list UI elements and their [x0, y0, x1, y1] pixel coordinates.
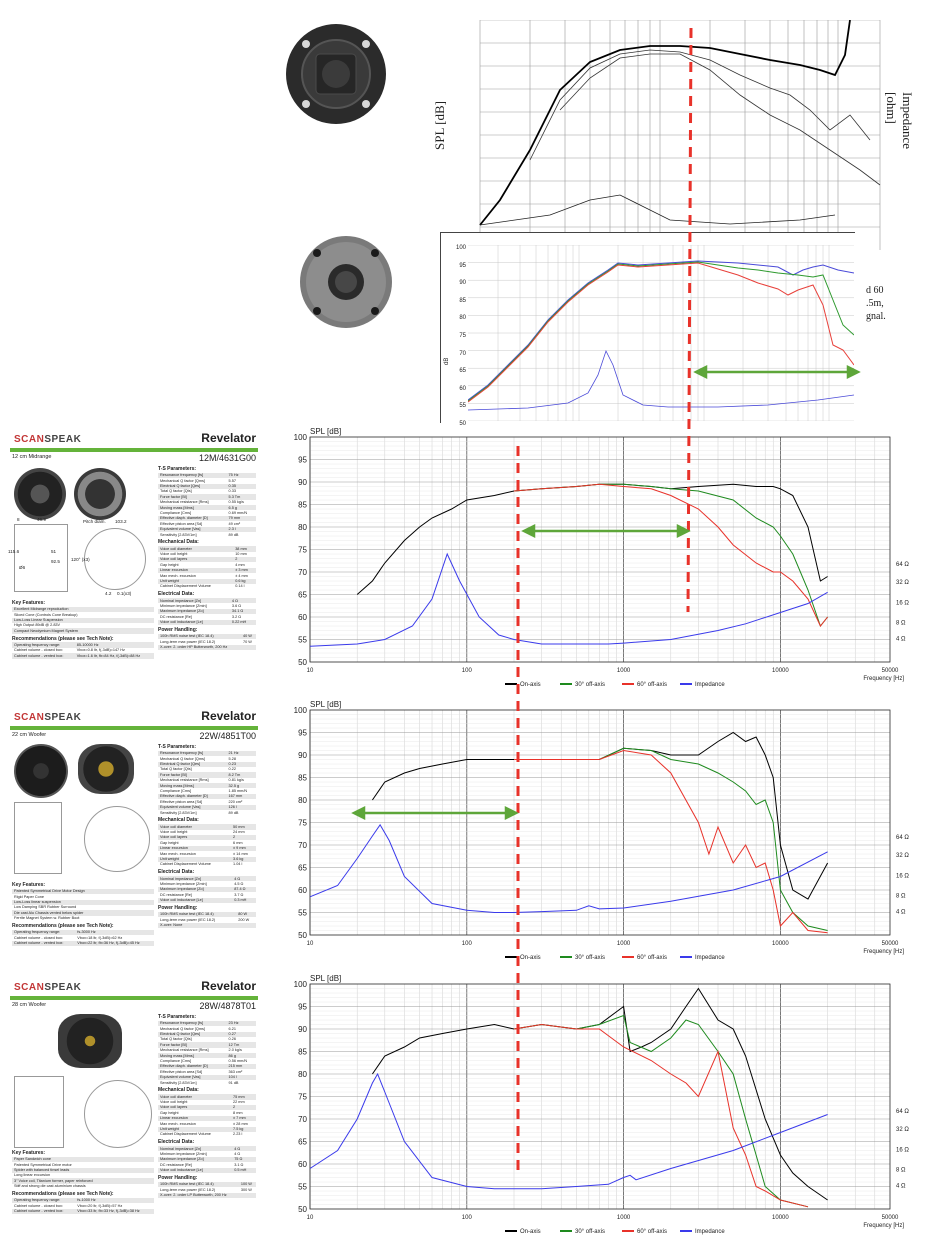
y2-tick-label: 32 Ω [896, 1127, 909, 1133]
range-arrow-1 [696, 367, 858, 377]
x-axis-label: Frequency [Hz] [863, 676, 904, 682]
elec-table: Nominal impedance [Zn] 4 Ω Minimum impedance [Zmin] 4 Ω Maximum impedance [Zo] 75 Ω DC resistance [Re] 3.1 Ω Voice coil inductance [Le] 0.5 mH [158, 1146, 256, 1173]
legend-label: 30° off-axis [575, 955, 605, 961]
x-tick-label: 100 [461, 1215, 472, 1221]
scanspeak-logo: SCANSPEAK [14, 712, 82, 723]
y-tick-label: 90 [298, 751, 307, 760]
y-tick-label: 50 [298, 658, 307, 667]
legend-label: 60° off-axis [637, 682, 667, 688]
features-table: Excellent Midrange reproduction Sliced Cone (Controls Cone Breakup) Low-Loss Linear Suspension High Output 89dB @ 2.83V Compact Neodymium Magnet System [12, 607, 154, 634]
y-tick-label: 85 [298, 1047, 307, 1057]
y-tick-label: 55 [298, 635, 307, 645]
y-tick-label: 95 [298, 455, 307, 465]
ts-table: Resonance frequency [fs] 21 Hz Mechanical Q factor [Qms] 5.28 Electrical Q factor [Qes] 0.23 Total Q factor [Qts] 0.22 Force factor [Bl] 8.2 Tm Mechanical resistance [Rms] 0.81 kg/s Moving mass [Mms] 32.5 g Compliance [Cms] 1.85 mm/N Effective diaph. diameter [D] 167 mm Effective piston area [Sd] 220 cm² Equivalent volume [Vas] 126 l Sensitivity [2.83V/1m] 89 dB [158, 751, 256, 816]
right-column: T-S Parameters: Resonance frequency [fs] 21 Hz Mechanical Q factor [Qms] 5.28 Electrical Q factor [Qes] 0.23 Total Q factor [Qts] 0.22 Force factor [Bl] 8.2 Tm Mechanical resistance [Rms] 0.81 kg/s Moving mass [Mms] 32.5 g Compliance [Cms] 1.85 mm/N Effective diaph. diameter [D] 167 mm Effective piston area [Sd] 220 cm² Equivalent volume [Vas] 126 l Sensitivity [2.83V/1m] 89 dB Mechanical Data: Voice coil diameter 50 mm Voice coil height 24 mm Voice coil layers 2 Gap height 6 mm Linear excursion ± 9 mm Max mech. excursion ± 14 mm Unit weight 3.6 kg Cabinet Displacement Volume 1.04 l Electrical Data: Nominal impedance [Zn] 4 Ω Minimum impedance [Zmin] 4.5 Ω Maximum impedance [Zo] 87.4 Ω DC resistance [Re] 3.7 Ω Voice coil inductance [Le] 0.3 mH Power Handling: 100h RMS noise test (IEC 18.4) 80 W Long-term max power (IEC 18.2) 200 W X-over: None [158, 742, 256, 928]
ts-table: Resonance frequency [fs] 75 Hz Mechanical Q factor [Qms] 5.57 Electrical Q factor [Qes] 0.35 Total Q factor [Qts] 0.33 Force factor [Bl] 5.3 Tm Mechanical resistance [Rms] 0.55 kg/s Moving mass [Mms] 6.5 g Compliance [Cms] 0.69 mm/N Effective diaph. diameter [D] 79 mm Effective piston area [Sd] 49 cm² Equivalent volume [Vas] 2.3 l Sensitivity [2.83V/1m] 89 dB [158, 473, 256, 538]
y-tick-label: 100 [293, 433, 307, 442]
y-tick-label: 90 [298, 478, 307, 487]
y2-tick-label: 16 Ω [896, 1147, 909, 1154]
features-table: Paper Sandwich cone Patented Symmetrical Drive motor Spider with balanced tinsel leads Long linear excursion 3" Voice coil, Titanium former, paper reinforced Stiff and strong die cast aluminium chassis [12, 1157, 154, 1189]
y-tick-label: 65 [298, 1137, 307, 1147]
recommendations-table: Operating frequency range: fs-3000 Hz Cabinet volume - closed box: Vbox=18 ltr, f(-3dB)=62 Hz Cabinet volume - vented box: Vbox=22 ltr, fb=36 Hz, f(-3dB)=45 Hz [12, 930, 154, 946]
series-name: Revelator [201, 709, 256, 723]
power-table: 100h RMS noise test (IEC 18.4) 100 W Long-term max power (IEC 18.2) 300 W X-over: 2. order LP Butterworth, 200 Hz [158, 1182, 256, 1198]
legend-label: On-axis [520, 1229, 541, 1235]
driver-desc: 28 cm Woofer [12, 1002, 47, 1008]
elec-table: Nominal impedance [Zn] 4 Ω Minimum impedance [Zmin] 4.5 Ω Maximum impedance [Zo] 87.4 Ω DC resistance [Re] 3.7 Ω Voice coil inductance [Le] 0.3 mH [158, 876, 256, 903]
y-tick-label: 65 [298, 863, 307, 873]
x-tick-label: 10000 [772, 941, 789, 947]
x-tick-label: 50000 [881, 1215, 899, 1221]
y-tick-label: 55 [298, 908, 307, 918]
x-axis-label: Frequency [Hz] [863, 1223, 904, 1229]
x-tick-label: 10 [306, 1215, 314, 1221]
y-tick-label: 95 [298, 728, 307, 738]
driver-drawing-front: Pitch diam. 103.2 120° (x3) 4.2 0.1(x3) [84, 528, 146, 590]
top-y2label: Impedance [ohm] [884, 92, 915, 150]
ts-table: Resonance frequency [fs] 23 Hz Mechanical Q factor [Qms] 6.21 Electrical Q factor [Qes] 0.27 Total Q factor [Qts] 0.26 Force factor [Bl] 12 Tm Mechanical resistance [Rms] 2.0 kg/s Moving mass [Mms] 86 g Compliance [Cms] 0.56 mm/N Effective diaph. diameter [D] 215 mm Effective piston area [Sd] 363 cm² Equivalent volume [Vas] 104 l Sensitivity [2.83V/1m] 91 dB [158, 1021, 256, 1086]
crossover-line-upper [688, 28, 691, 612]
left-column: Key Features: Paper Sandwich cone Patented Symmetrical Drive motor Spider with balanced tinsel leads Long linear excursion 3" Voice coil, Titanium former, paper reinforced Stiff and strong die cast aluminium chassis Recommendations (please see Tech Note): Operating frequency range: fs-1000 Hz Cabinet volume - closed box: Vbox=20 ltr, f(-3dB)=57 Hz Cabinet volume - vented box: Vbox=33 ltr, fb=33 Hz, f(-3dB)=38 Hz [12, 1148, 154, 1214]
y-tick-label: 100 [293, 706, 307, 715]
x-tick-label: 10 [306, 668, 314, 674]
x-tick-label: 1000 [616, 941, 631, 947]
power-table: 100h RMS noise test (IEC 18.4) 40 W Long-term max power (IEC 18.2) 70 W X-over: 2. order HP Butterworth, 200 Hz [158, 634, 256, 650]
driver-drawing-side: 8 46.9 115.6 Ø6 51 92.5 [14, 524, 68, 592]
y2-tick-label: 64 Ω [896, 562, 909, 568]
legend-label: Impedance [695, 1229, 725, 1235]
y2-tick-label: 32 Ω [896, 853, 909, 859]
y-tick-label: 85 [298, 500, 307, 510]
x-tick-label: 10 [306, 941, 314, 947]
mech-table: Voice coil diameter 50 mm Voice coil height 24 mm Voice coil layers 2 Gap height 6 mm Linear excursion ± 9 mm Max mech. excursion ± 14 mm Unit weight 3.6 kg Cabinet Displacement Volume 1.04 l [158, 824, 256, 867]
model-number: 22W/4851T00 [199, 731, 256, 741]
recommendations-table: Operating frequency range: 85-10000 Hz Cabinet volume - closed box: Vbox=0.8 ltr, f(-3dB)=147 Hz Cabinet volume - vented box: Vbox=1.6 ltr, fb=84 Hz, f(-3dB)=88 Hz [12, 642, 154, 658]
left-column: Key Features: Patented Symmetrical Drive Motor Design Rigid Paper Cone Low-Loss linear suspension Low Damping SBR Rubber Surround Die cast Alu Chassis vented below spider Ferrite Magnet System w. Rubber Boot Recommendations (please see Tech Note): Operating frequency range: fs-3000 Hz Cabinet volume - closed box: Vbox=18 ltr, f(-3dB)=62 Hz Cabinet volume - vented box: Vbox=22 ltr, fb=36 Hz, f(-3dB)=45 Hz [12, 880, 154, 946]
legend-label: 30° off-axis [575, 682, 605, 688]
second-overlay-ylabel: dB [444, 357, 450, 365]
y-tick-label: 75 [298, 1092, 307, 1102]
scanspeak-logo: SCANSPEAK [14, 982, 82, 993]
y-tick-label: 70 [298, 841, 307, 850]
model-number: 28W/4878T01 [199, 1001, 256, 1011]
legend-label: On-axis [520, 955, 541, 961]
x-tick-label: 1000 [616, 668, 631, 674]
right-column: T-S Parameters: Resonance frequency [fs] 23 Hz Mechanical Q factor [Qms] 6.21 Electrical Q factor [Qes] 0.27 Total Q factor [Qts] 0.26 Force factor [Bl] 12 Tm Mechanical resistance [Rms] 2.0 kg/s Moving mass [Mms] 86 g Compliance [Cms] 0.56 mm/N Effective diaph. diameter [D] 215 mm Effective piston area [Sd] 363 cm² Equivalent volume [Vas] 104 l Sensitivity [2.83V/1m] 91 dB Mechanical Data: Voice coil diameter 75 mm Voice coil height 22 mm Voice coil layers 2 Gap height 8 mm Linear excursion ± 7 mm Max mech. excursion ± 28 mm Unit weight 7.5 kg Cabinet Displacement Volume 2.23 l Electrical Data: Nominal impedance [Zn] 4 Ω Minimum impedance [Zmin] 4 Ω Maximum impedance [Zo] 75 Ω DC resistance [Re] 3.1 Ω Voice coil inductance [Le] 0.5 mH Power Handling: 100h RMS noise test (IEC 18.4) 100 W Long-term max power (IEC 18.2) 300 W X-over: 2. order LP Butterworth, 200 Hz [158, 1012, 256, 1198]
driver-desc: 12 cm Midrange [12, 454, 52, 460]
driver-desc: 22 cm Woofer [12, 732, 47, 738]
range-arrow-2 [524, 526, 688, 536]
y-tick-label: 65 [298, 590, 307, 600]
y2-tick-label: 64 Ω [896, 1109, 909, 1115]
legend-label: 30° off-axis [575, 1229, 605, 1235]
x-tick-label: 10000 [772, 1215, 789, 1221]
scanspeak-logo: SCANSPEAK [14, 434, 82, 445]
y-tick-label: 75 [298, 545, 307, 555]
second-overlay-side-text: d 60 .5m, gnal. [866, 285, 886, 322]
x-tick-label: 100 [461, 941, 472, 947]
y2-tick-label: 4 Ω [896, 909, 906, 916]
recommendations-table: Operating frequency range: fs-1000 Hz Cabinet volume - closed box: Vbox=20 ltr, f(-3dB)=57 Hz Cabinet volume - vented box: Vbox=33 ltr, fb=33 Hz, f(-3dB)=38 Hz [12, 1198, 154, 1214]
y-tick-label: 80 [298, 1070, 307, 1079]
y2-tick-label: 32 Ω [896, 580, 909, 586]
left-column: Key Features: Excellent Midrange reproduction Sliced Cone (Controls Cone Breakup) Low-Loss Linear Suspension High Output 89dB @ 2.83V Compact Neodymium Magnet System Recommendations (please see Tech Note): Operating frequency range: 85-10000 Hz Cabinet volume - closed box: Vbox=0.8 ltr, f(-3dB)=147 Hz Cabinet volume - vented box: Vbox=1.6 ltr, fb=84 Hz, f(-3dB)=88 Hz [12, 598, 154, 659]
y-tick-label: 80 [298, 796, 307, 805]
y-tick-label: 80 [298, 523, 307, 532]
x-tick-label: 100 [461, 668, 472, 674]
y-tick-label: 60 [298, 1160, 307, 1169]
y2-tick-label: 4 Ω [896, 1183, 906, 1190]
y-tick-label: 70 [298, 1115, 307, 1124]
y-tick-label: 60 [298, 886, 307, 895]
series-name: Revelator [201, 431, 256, 445]
chart-title: SPL [dB] [310, 427, 342, 436]
chart-title: SPL [dB] [310, 700, 342, 709]
right-column: T-S Parameters: Resonance frequency [fs] 75 Hz Mechanical Q factor [Qms] 5.57 Electrical Q factor [Qes] 0.35 Total Q factor [Qts] 0.33 Force factor [Bl] 5.3 Tm Mechanical resistance [Rms] 0.55 kg/s Moving mass [Mms] 6.5 g Compliance [Cms] 0.69 mm/N Effective diaph. diameter [D] 79 mm Effective piston area [Sd] 49 cm² Equivalent volume [Vas] 2.3 l Sensitivity [2.83V/1m] 89 dB Mechanical Data: Voice coil diameter 38 mm Voice coil height 10 mm Voice coil layers 2 Gap height 4 mm Linear excursion ± 3 mm Max mech. excursion ± 4 mm Unit weight 0.6 kg Cabinet Displacement Volume 0.14 l Electrical Data: Nominal impedance [Zn] 4 Ω Minimum impedance [Zmin] 3.6 Ω Maximum impedance [Zo] 34.1 Ω DC resistance [Re] 3.2 Ω Voice coil inductance [Le] 0.22 mH Power Handling: 100h RMS noise test (IEC 18.4) 40 W Long-term max power (IEC 18.2) 70 W X-over: 2. order HP Butterworth, 200 Hz [158, 464, 256, 650]
mech-table: Voice coil diameter 75 mm Voice coil height 22 mm Voice coil layers 2 Gap height 8 mm Linear excursion ± 7 mm Max mech. excursion ± 28 mm Unit weight 7.5 kg Cabinet Displacement Volume 2.23 l [158, 1094, 256, 1137]
series-name: Revelator [201, 979, 256, 993]
y2-tick-label: 8 Ω [896, 1167, 906, 1174]
legend-label: Impedance [695, 682, 725, 688]
y2-tick-label: 4 Ω [896, 636, 906, 643]
model-number: 12M/4631G00 [198, 453, 256, 463]
y-tick-label: 50 [298, 931, 307, 940]
legend-label: 60° off-axis [637, 1229, 667, 1235]
y-tick-label: 85 [298, 773, 307, 783]
y-tick-label: 100 [293, 980, 307, 989]
y-tick-label: 60 [298, 613, 307, 622]
y2-tick-label: 16 Ω [896, 873, 909, 880]
y2-tick-label: 16 Ω [896, 600, 909, 607]
chart-title: SPL [dB] [310, 974, 342, 983]
y2-tick-label: 64 Ω [896, 835, 909, 841]
second-overlay-yticks: 100 95 90 85 80 75 70 65 60 55 50 [455, 245, 466, 427]
elec-table: Nominal impedance [Zn] 4 Ω Minimum impedance [Zmin] 3.6 Ω Maximum impedance [Zo] 34.1 Ω DC resistance [Re] 3.2 Ω Voice coil inductance [Le] 0.22 mH [158, 598, 256, 625]
features-table: Patented Symmetrical Drive Motor Design Rigid Paper Cone Low-Loss linear suspension Low Damping SBR Rubber Surround Die cast Alu Chassis vented below spider Ferrite Magnet System w. Rubber Boot [12, 889, 154, 921]
y-tick-label: 90 [298, 1025, 307, 1034]
y-tick-label: 55 [298, 1182, 307, 1192]
legend-label: 60° off-axis [637, 955, 667, 961]
y2-tick-label: 8 Ω [896, 893, 906, 900]
x-tick-label: 1000 [616, 1215, 631, 1221]
power-table: 100h RMS noise test (IEC 18.4) 80 W Long-term max power (IEC 18.2) 200 W X-over: None [158, 912, 256, 928]
y2-tick-label: 8 Ω [896, 620, 906, 627]
x-tick-label: 50000 [881, 941, 899, 947]
x-axis-label: Frequency [Hz] [863, 949, 904, 955]
y-tick-label: 50 [298, 1205, 307, 1214]
y-tick-label: 70 [298, 568, 307, 577]
range-arrow-3 [354, 808, 516, 818]
x-tick-label: 50000 [881, 668, 899, 674]
y-tick-label: 95 [298, 1002, 307, 1012]
top-ylabel: SPL [dB] [432, 101, 447, 150]
y-tick-label: 75 [298, 818, 307, 828]
mech-table: Voice coil diameter 38 mm Voice coil height 10 mm Voice coil layers 2 Gap height 4 mm Linear excursion ± 3 mm Max mech. excursion ± 4 mm Unit weight 0.6 kg Cabinet Displacement Volume 0.14 l [158, 546, 256, 589]
legend-label: On-axis [520, 682, 541, 688]
x-tick-label: 10000 [772, 668, 789, 674]
legend-label: Impedance [695, 955, 725, 961]
